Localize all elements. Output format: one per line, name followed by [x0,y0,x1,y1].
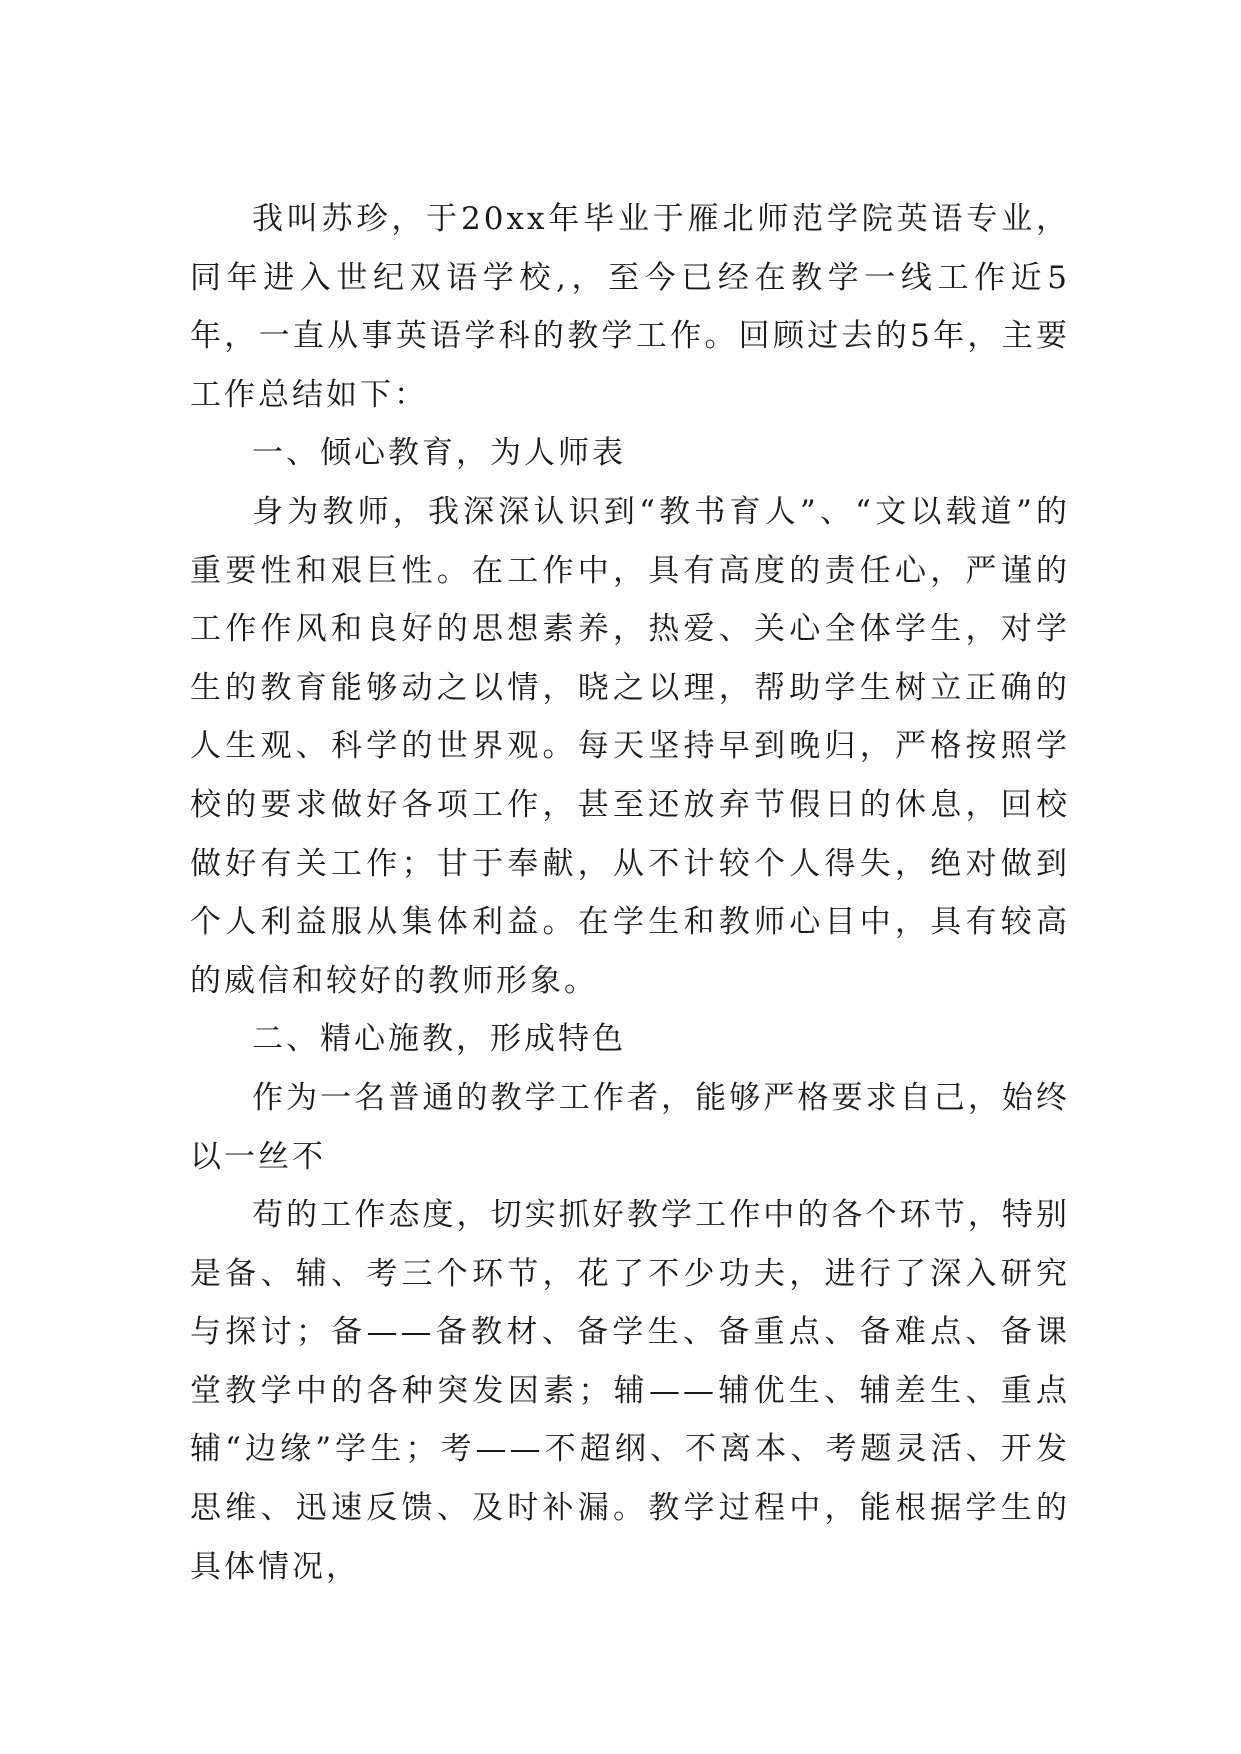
section-heading-1: 一、倾心教育，为人师表 [252,435,626,472]
intro-paragraph: 我叫苏珍，于20xx年毕业于雁北师范学院英语专业，同年进入世纪双语学校,，至今已经在教学一线工作近5年，一直从事英语学科的教学工作。回顾过去的5年，主要工作总结如下： [190,201,1070,413]
section-heading-2: 二、精心施教，形成特色 [252,1021,626,1058]
body-paragraph: 身为教师，我深深认识到“教书育人”、“文以载道”的重要性和艰巨性。在工作中，具有高度的责任心，严谨的工作作风和良好的思想素养，热爱、关心全体学生，对学生的教育能够动之以情，晓之以理，帮助学生树立正确的人生观、科学的世界观。每天坚持早到晚归，严格按照学校的要求做好各项工作，甚至还放弃节假日的休息，回校做好有关工作；甘于奉献，从不计较个人得失，绝对做到个人利益服从集体利益。在学生和教师心目中，具有较高的威信和较好的教师形象。 [190,493,1070,999]
document-body [190,190,1070,1596]
body-paragraph: 苟的工作态度，切实抓好教学工作中的各个环节，特别是备、辅、考三个环节，花了不少功夫，进行了深入研究与探讨；备——备教材、备学生、备重点、备难点、备课堂教学中的各种突发因素；辅——辅优生、辅差生、重点辅“边缘”学生；考——不超纲、不离本、考题灵活、开发思维、迅速反馈、及时补漏。教学过程中，能根据学生的具体情况， [190,1197,1070,1585]
body-paragraph: 作为一名普通的教学工作者，能够严格要求自己，始终以一丝不 [190,1079,1070,1175]
